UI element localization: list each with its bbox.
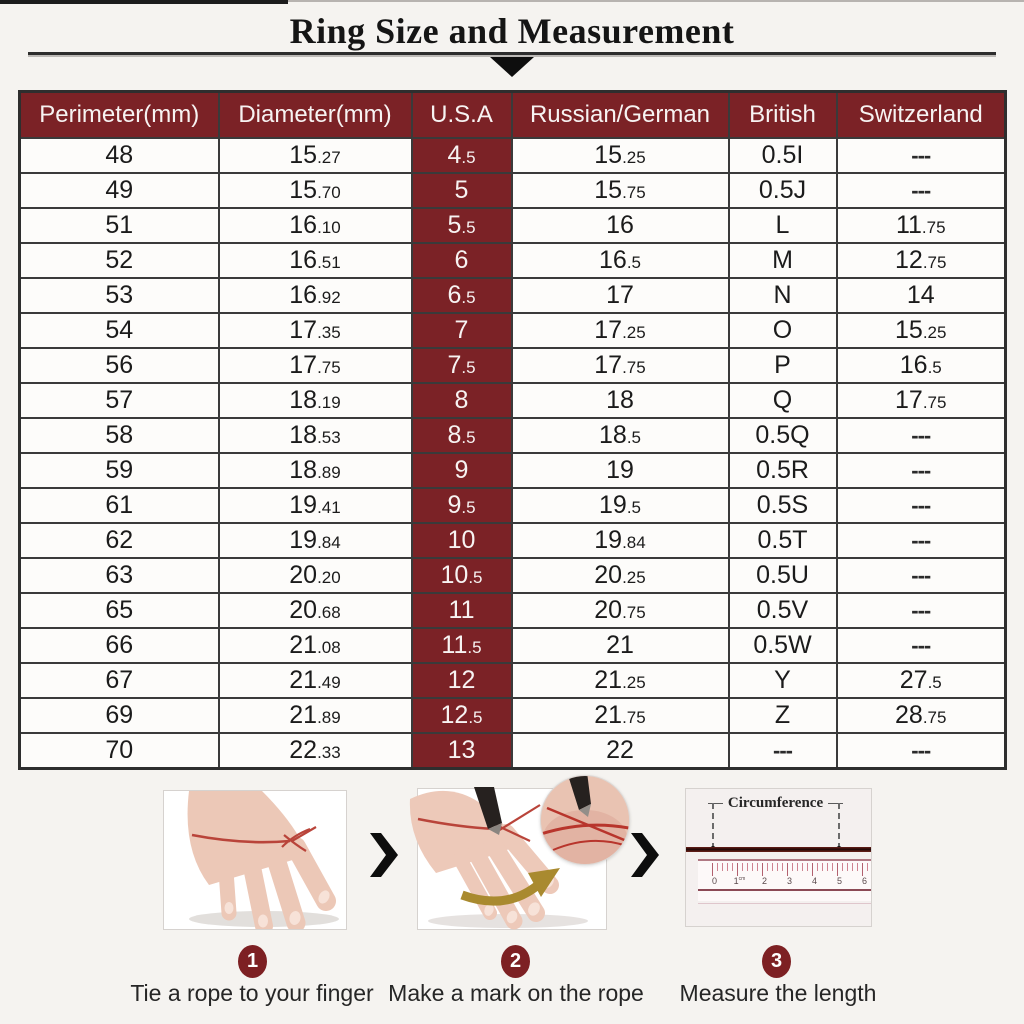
chevron-right-icon bbox=[630, 832, 660, 878]
table-cell: 0.5V bbox=[729, 593, 837, 628]
table-cell: 7 bbox=[412, 313, 512, 348]
down-arrow-icon bbox=[490, 57, 534, 77]
table-cell: 16.5 bbox=[512, 243, 729, 278]
table-cell: 12.5 bbox=[412, 698, 512, 733]
table-cell: 15.25 bbox=[512, 138, 729, 173]
table-cell: Y bbox=[729, 663, 837, 698]
table-cell: 15.27 bbox=[219, 138, 412, 173]
column-header: Diameter(mm) bbox=[219, 92, 412, 139]
table-cell: 8.5 bbox=[412, 418, 512, 453]
magnifier-inset bbox=[540, 775, 630, 865]
page-title: Ring Size and Measurement bbox=[289, 11, 735, 51]
knot-closeup-illustration bbox=[541, 776, 629, 864]
step1-caption: Tie a rope to your finger bbox=[130, 980, 374, 1006]
table-cell: 52 bbox=[20, 243, 219, 278]
bracket-dashed-line bbox=[712, 803, 714, 849]
table-row bbox=[20, 313, 1006, 348]
ruler-edge-line bbox=[698, 889, 871, 891]
ruler-tick-label: 6 bbox=[861, 876, 867, 886]
table-cell: 12.75 bbox=[837, 243, 1006, 278]
table-cell: 16.10 bbox=[219, 208, 412, 243]
table-cell: 21.75 bbox=[512, 698, 729, 733]
table-cell: 19.41 bbox=[219, 488, 412, 523]
step2-caption: Make a mark on the rope bbox=[388, 980, 644, 1006]
table-cell: L bbox=[729, 208, 837, 243]
table-cell: O bbox=[729, 313, 837, 348]
table-cell: 22 bbox=[512, 733, 729, 769]
bracket-dashed-line bbox=[838, 803, 840, 849]
table-cell: 16.51 bbox=[219, 243, 412, 278]
table-cell: 18.5 bbox=[512, 418, 729, 453]
table-cell: 49 bbox=[20, 173, 219, 208]
table-row bbox=[20, 453, 1006, 488]
table-cell: Z bbox=[729, 698, 837, 733]
ruler bbox=[698, 859, 871, 901]
step1-number-badge: 1 bbox=[238, 945, 267, 978]
table-cell: 53 bbox=[20, 278, 219, 313]
table-cell: P bbox=[729, 348, 837, 383]
table-cell: --- bbox=[837, 733, 1006, 769]
table-cell: 65 bbox=[20, 593, 219, 628]
ruler-tick-label: $1^{cm}$ bbox=[733, 876, 746, 886]
column-header: British bbox=[729, 92, 837, 139]
table-cell: 62 bbox=[20, 523, 219, 558]
table-row bbox=[20, 663, 1006, 698]
circumference-bracket bbox=[708, 795, 843, 812]
table-cell: 16.5 bbox=[837, 348, 1006, 383]
table-cell: 0.5W bbox=[729, 628, 837, 663]
table-cell: 7.5 bbox=[412, 348, 512, 383]
table-cell: 11.75 bbox=[837, 208, 1006, 243]
table-cell: N bbox=[729, 278, 837, 313]
ruler-tick-label: 2 bbox=[761, 876, 767, 886]
table-cell: 21.49 bbox=[219, 663, 412, 698]
table-cell: 54 bbox=[20, 313, 219, 348]
table-cell: --- bbox=[837, 523, 1006, 558]
table-cell: 16 bbox=[512, 208, 729, 243]
step1-image bbox=[163, 790, 347, 930]
column-header: Perimeter(mm) bbox=[20, 92, 219, 139]
table-cell: 10.5 bbox=[412, 558, 512, 593]
table-cell: 18.53 bbox=[219, 418, 412, 453]
table-cell: 8 bbox=[412, 383, 512, 418]
table-cell: 15.25 bbox=[837, 313, 1006, 348]
table-cell: 0.5J bbox=[729, 173, 837, 208]
table-cell: --- bbox=[837, 453, 1006, 488]
table-cell: 11.5 bbox=[412, 628, 512, 663]
table-row bbox=[20, 628, 1006, 663]
table-cell: 17 bbox=[512, 278, 729, 313]
table-cell: 17.25 bbox=[512, 313, 729, 348]
table-cell: 0.5Q bbox=[729, 418, 837, 453]
table-cell: 16.92 bbox=[219, 278, 412, 313]
table-cell: 19.84 bbox=[512, 523, 729, 558]
column-header: Russian/German bbox=[512, 92, 729, 139]
table-row bbox=[20, 243, 1006, 278]
circumference-label: Circumference bbox=[727, 795, 824, 811]
table-cell: 19.84 bbox=[219, 523, 412, 558]
table-cell: 20.25 bbox=[512, 558, 729, 593]
table-row bbox=[20, 593, 1006, 628]
table-cell: 48 bbox=[20, 138, 219, 173]
table-cell: 0.5T bbox=[729, 523, 837, 558]
table-cell: 20.68 bbox=[219, 593, 412, 628]
table-cell: 18.89 bbox=[219, 453, 412, 488]
ruler-tick-label: 4 bbox=[811, 876, 817, 886]
table-row bbox=[20, 173, 1006, 208]
table-cell: 9.5 bbox=[412, 488, 512, 523]
step3-number-badge: 3 bbox=[762, 945, 791, 978]
table-cell: --- bbox=[837, 418, 1006, 453]
column-header: U.S.A bbox=[412, 92, 512, 139]
table-cell: 6 bbox=[412, 243, 512, 278]
table-cell: 17.75 bbox=[219, 348, 412, 383]
table-cell: 0.5I bbox=[729, 138, 837, 173]
table-cell: 59 bbox=[20, 453, 219, 488]
table-cell: 19.5 bbox=[512, 488, 729, 523]
table-cell: 0.5R bbox=[729, 453, 837, 488]
table-cell: 12 bbox=[412, 663, 512, 698]
table-row bbox=[20, 348, 1006, 383]
table-row bbox=[20, 488, 1006, 523]
table-cell: 15.70 bbox=[219, 173, 412, 208]
table-row bbox=[20, 698, 1006, 733]
table-cell: 69 bbox=[20, 698, 219, 733]
table-cell: 5.5 bbox=[412, 208, 512, 243]
table-cell: 13 bbox=[412, 733, 512, 769]
table-row bbox=[20, 418, 1006, 453]
table-cell: 15.75 bbox=[512, 173, 729, 208]
table-row bbox=[20, 138, 1006, 173]
table-cell: 51 bbox=[20, 208, 219, 243]
table-cell: Q bbox=[729, 383, 837, 418]
table-cell: 4.5 bbox=[412, 138, 512, 173]
step3-image bbox=[685, 788, 872, 927]
table-cell: 21.89 bbox=[219, 698, 412, 733]
table-cell: 6.5 bbox=[412, 278, 512, 313]
ruler-tick-label: 0 bbox=[711, 876, 717, 886]
table-cell: 11 bbox=[412, 593, 512, 628]
table-cell: --- bbox=[729, 733, 837, 769]
table-cell: 67 bbox=[20, 663, 219, 698]
table-cell: 57 bbox=[20, 383, 219, 418]
ruler-bottom-line bbox=[698, 903, 871, 904]
table-cell: --- bbox=[837, 138, 1006, 173]
top-border-segment bbox=[0, 0, 288, 4]
table-cell: --- bbox=[837, 488, 1006, 523]
table-row bbox=[20, 558, 1006, 593]
table-cell: 19 bbox=[512, 453, 729, 488]
table-cell: 28.75 bbox=[837, 698, 1006, 733]
table-cell: 58 bbox=[20, 418, 219, 453]
table-cell: --- bbox=[837, 173, 1006, 208]
title-underline bbox=[28, 52, 996, 55]
table-cell: 27.5 bbox=[837, 663, 1006, 698]
table-cell: 0.5U bbox=[729, 558, 837, 593]
table-cell: 17.75 bbox=[837, 383, 1006, 418]
step3-caption: Measure the length bbox=[679, 980, 877, 1006]
table-cell: 56 bbox=[20, 348, 219, 383]
ruler-major-ticks bbox=[712, 863, 869, 876]
ruler-numbers bbox=[702, 876, 877, 886]
table-cell: 5 bbox=[412, 173, 512, 208]
table-row bbox=[20, 208, 1006, 243]
table-cell: 10 bbox=[412, 523, 512, 558]
table-cell: 22.33 bbox=[219, 733, 412, 769]
stretched-rope bbox=[686, 847, 871, 852]
table-cell: 18 bbox=[512, 383, 729, 418]
step2-image bbox=[417, 788, 607, 930]
ring-size-table bbox=[18, 90, 1007, 770]
table-cell: 21 bbox=[512, 628, 729, 663]
table-cell: --- bbox=[837, 628, 1006, 663]
table-cell: 70 bbox=[20, 733, 219, 769]
table-cell: 9 bbox=[412, 453, 512, 488]
table-cell: 14 bbox=[837, 278, 1006, 313]
table-cell: 66 bbox=[20, 628, 219, 663]
table-cell: 18.19 bbox=[219, 383, 412, 418]
ruler-tick-label: 5 bbox=[836, 876, 842, 886]
ruler-tick-label: 3 bbox=[786, 876, 792, 886]
table-row bbox=[20, 278, 1006, 313]
table-cell: 20.75 bbox=[512, 593, 729, 628]
table-cell: 63 bbox=[20, 558, 219, 593]
table-cell: 21.08 bbox=[219, 628, 412, 663]
table-cell: M bbox=[729, 243, 837, 278]
table-cell: 0.5S bbox=[729, 488, 837, 523]
table-cell: --- bbox=[837, 593, 1006, 628]
chevron-right-icon bbox=[369, 832, 399, 878]
table-cell: 21.25 bbox=[512, 663, 729, 698]
table-row bbox=[20, 523, 1006, 558]
table-cell: 61 bbox=[20, 488, 219, 523]
step2-number-badge: 2 bbox=[501, 945, 530, 978]
table-row bbox=[20, 733, 1006, 769]
table-cell: 17.35 bbox=[219, 313, 412, 348]
table-row bbox=[20, 383, 1006, 418]
table-cell: 17.75 bbox=[512, 348, 729, 383]
table-header-row bbox=[20, 92, 1006, 139]
table-cell: 20.20 bbox=[219, 558, 412, 593]
hand-with-rope-illustration bbox=[164, 791, 346, 929]
table-cell: --- bbox=[837, 558, 1006, 593]
column-header: Switzerland bbox=[837, 92, 1006, 139]
